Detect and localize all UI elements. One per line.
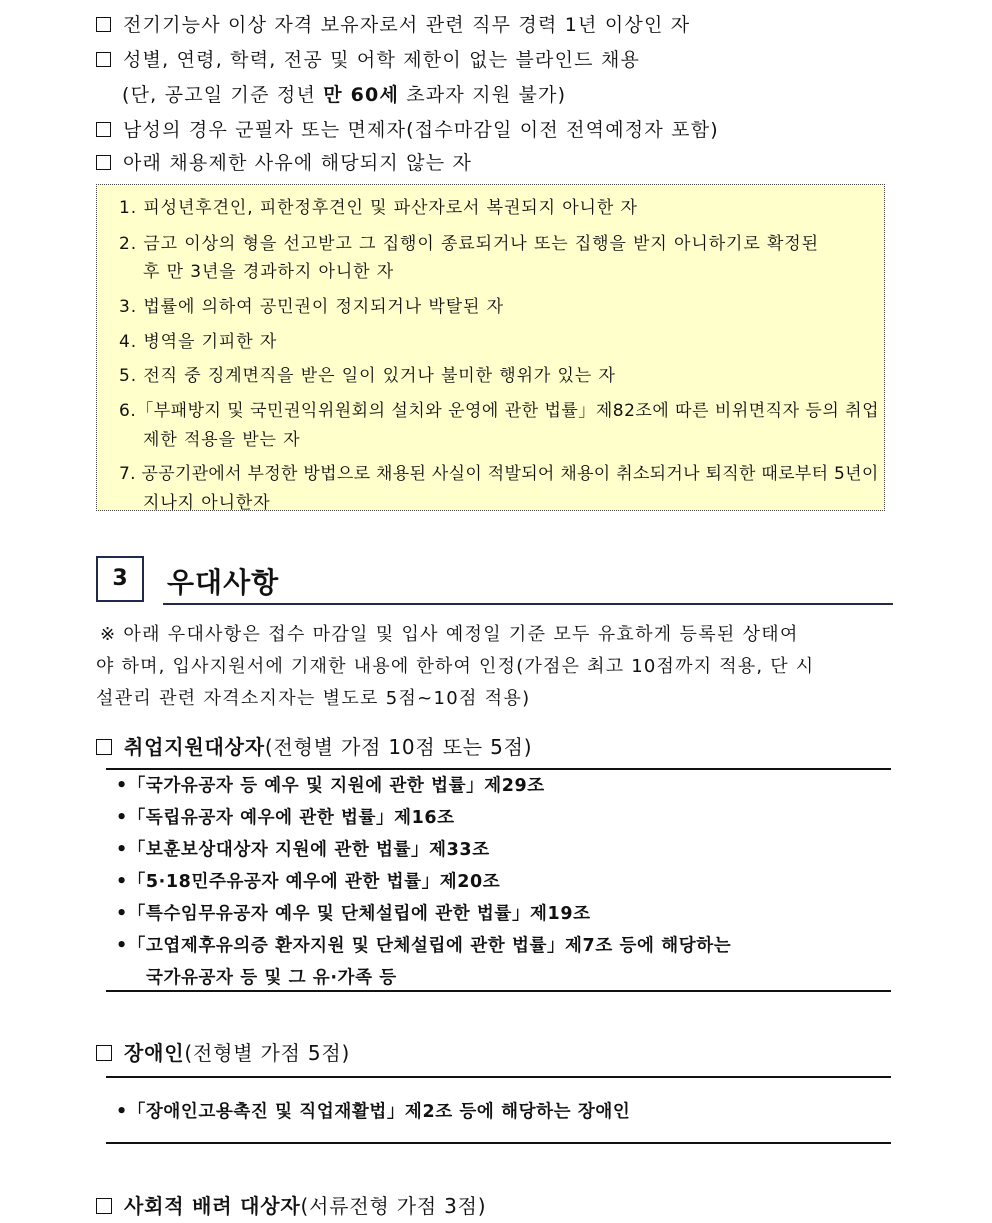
divider (106, 990, 891, 992)
checkbox-square-icon (96, 1198, 112, 1214)
law-item: •「고엽제후유의증 환자지원 및 단체설립에 관한 법률」제7조 등에 해당하는 (116, 936, 732, 956)
divider (106, 1142, 891, 1144)
requirement-item: 성별, 연령, 학력, 전공 및 어학 제한이 없는 블라인드 채용 (96, 45, 640, 72)
divider (106, 1076, 891, 1078)
section-underline (163, 603, 893, 605)
checkbox-square-icon (96, 122, 111, 137)
restriction-item: 5. 전직 중 징계면직을 받은 일이 있거나 불미한 행위가 있는 자 (119, 366, 616, 386)
law-item: •「독립유공자 예우에 관한 법률」제16조 (116, 808, 455, 828)
note-line: 설관리 관련 자격소지자는 별도로 5점~10점 적용) (96, 688, 531, 709)
restriction-item: 7. 공공기관에서 부정한 방법으로 채용된 사실이 적발되어 채용이 취소되거나 퇴직한 때로부터 5년이 (119, 464, 879, 484)
restriction-item-cont: 후 만 3년을 경과하지 아니한 자 (143, 262, 395, 282)
restriction-item: 1. 피성년후견인, 피한정후견인 및 파산자로서 복권되지 아니한 자 (119, 198, 638, 218)
note-line: ※ 아래 우대사항은 접수 마감일 및 입사 예정일 기준 모두 유효하게 등록된 상태여 (100, 624, 799, 645)
requirement-subnote: (단, 공고일 기준 정년 만 60세 초과자 지원 불가) (122, 84, 567, 106)
checkbox-square-icon (96, 155, 111, 170)
law-item: •「5·18민주유공자 예우에 관한 법률」제20조 (116, 872, 501, 892)
checkbox-square-icon (96, 1045, 112, 1061)
restriction-item-cont: 제한 적용을 받는 자 (143, 430, 301, 450)
law-item: •「보훈보상대상자 지원에 관한 법률」제33조 (116, 840, 490, 860)
law-item: •「특수임무유공자 예우 및 단체설립에 관한 법률」제19조 (116, 904, 591, 924)
disabled-header: 장애인(전형별 가점 5점) (96, 1037, 350, 1066)
restriction-item: 3. 법률에 의하여 공민권이 정지되거나 박탈된 자 (119, 297, 504, 317)
restriction-item: 2. 금고 이상의 형을 선고받고 그 집행이 종료되거나 또는 집행을 받지 아니하기로 확정된 (119, 234, 819, 254)
requirement-item: 남성의 경우 군필자 또는 면제자(접수마감일 이전 전역예정자 포함) (96, 115, 719, 142)
restriction-item: 4. 병역을 기피한 자 (119, 332, 278, 352)
section-title: 우대사항 (167, 566, 280, 599)
divider (106, 768, 891, 770)
checkbox-square-icon (96, 739, 112, 755)
restrictions-box (96, 184, 885, 511)
law-item: •「국가유공자 등 예우 및 지원에 관한 법률」제29조 (116, 776, 545, 796)
section-number: 3 (96, 556, 144, 602)
note-line: 야 하며, 입사지원서에 기재한 내용에 한하여 인정(가점은 최고 10점까지 적용, 단 시 (96, 656, 815, 677)
law-item-cont: 국가유공자 등 및 그 유·가족 등 (146, 968, 397, 988)
requirement-item: 전기기능사 이상 자격 보유자로서 관련 직무 경력 1년 이상인 자 (96, 10, 690, 37)
checkbox-square-icon (96, 17, 111, 32)
social-consideration-header: 사회적 배려 대상자(서류전형 가점 3점) (96, 1190, 486, 1219)
checkbox-square-icon (96, 52, 111, 67)
restriction-item-cont: 지나지 아니한자 (143, 493, 271, 513)
restriction-item: 6.「부패방지 및 국민권익위원회의 설치와 운영에 관한 법률」제82조에 따른 비위면직자 등의 취업 (119, 401, 880, 421)
employment-support-header: 취업지원대상자(전형별 가점 10점 또는 5점) (96, 731, 532, 760)
law-item: •「장애인고용촉진 및 직업재활법」제2조 등에 해당하는 장애인 (116, 1102, 631, 1122)
requirement-item: 아래 채용제한 사유에 해당되지 않는 자 (96, 148, 472, 175)
age-limit: 만 60세 (323, 84, 400, 106)
